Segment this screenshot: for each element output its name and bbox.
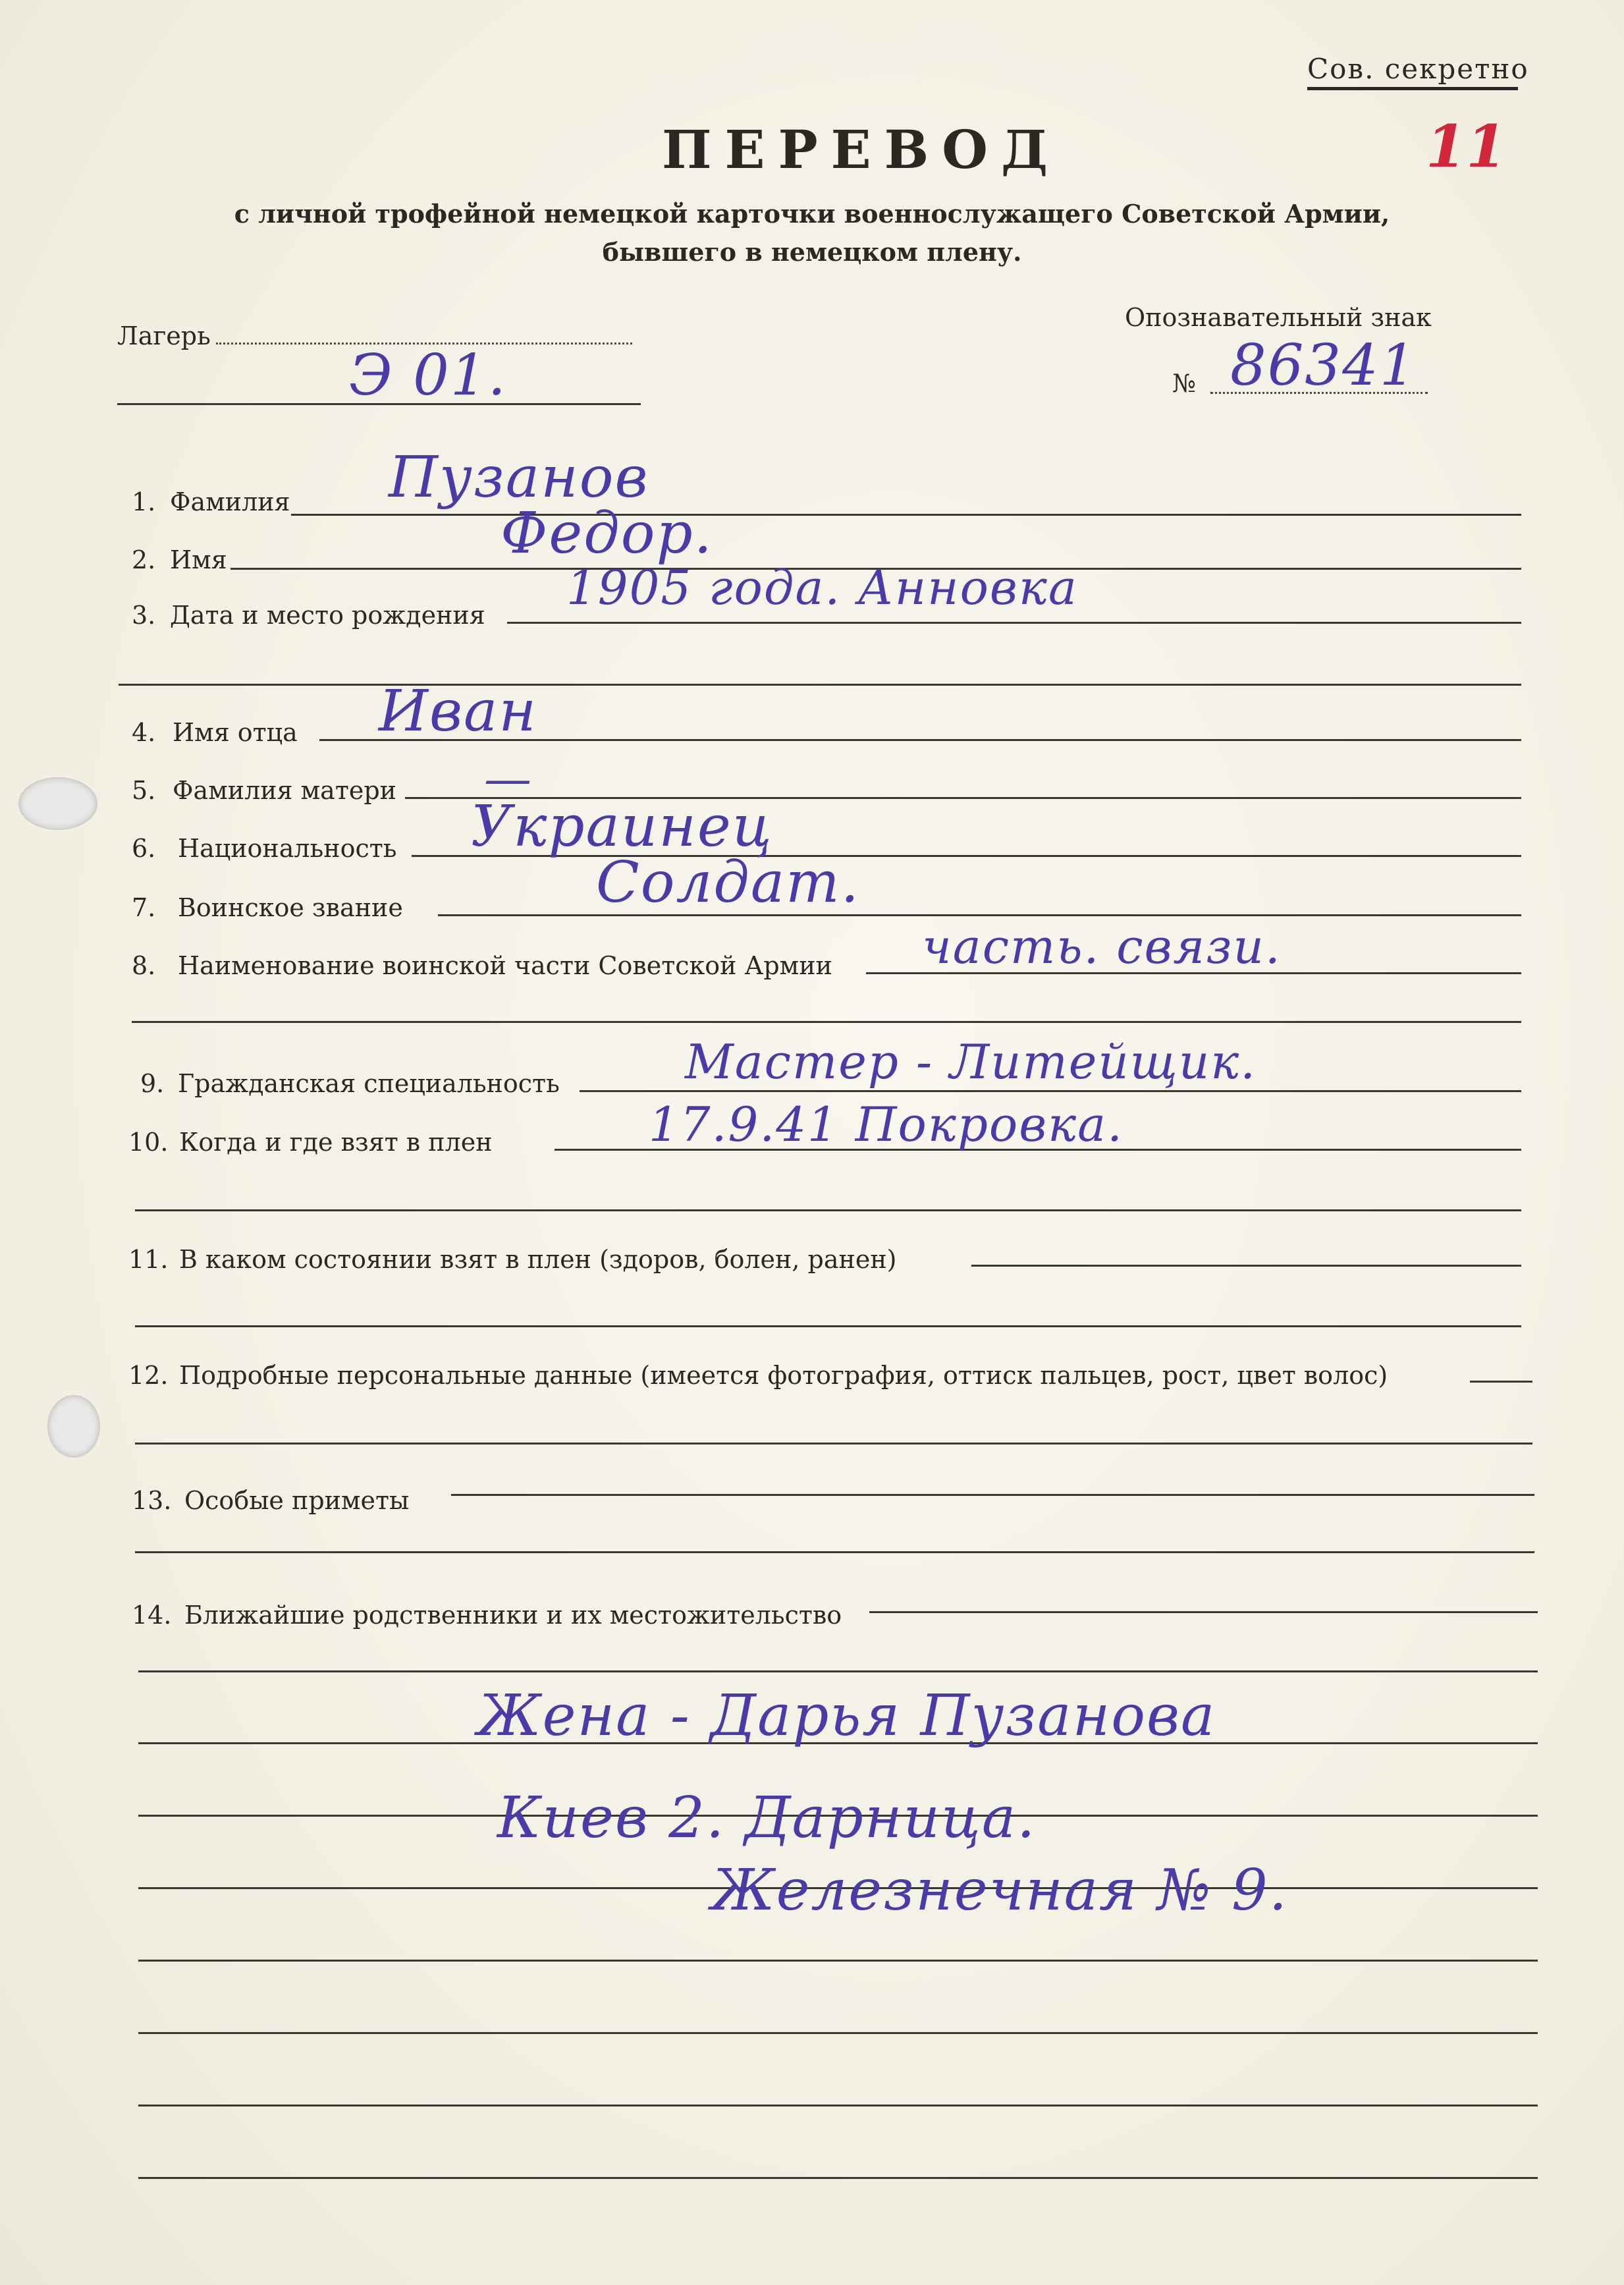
field-line-birth-extra [119, 684, 1521, 686]
field-number-7: 7. [132, 893, 156, 922]
field-number-10: 10. [128, 1128, 169, 1157]
field-label-father-name: Имя отца [173, 718, 298, 747]
field-number-3: 3. [132, 601, 156, 630]
camp-underline [117, 403, 641, 405]
field-value-father-name: Иван [379, 678, 537, 744]
field-line-birth [507, 622, 1521, 624]
field-label-surname: Фамилия [170, 487, 290, 516]
field-label-condition: В каком состоянии взят в плен (здоров, болен, ранен) [179, 1245, 897, 1274]
field-value-surname: Пузанов [389, 445, 649, 510]
document-subtitle-line1: с личной трофейной немецкой карточки военнослужащего Советской Армии, [234, 199, 1390, 229]
red-handwritten-marker: 11 [1426, 112, 1507, 180]
document-title: ПЕРЕВОД [662, 119, 1062, 180]
field-number-5: 5. [132, 776, 156, 805]
field-label-first-name: Имя [170, 545, 227, 574]
relatives-line-1 [138, 1670, 1538, 1672]
camp-value: Э 01. [349, 343, 507, 408]
field-line-relatives [869, 1611, 1538, 1613]
field-number-2: 2. [132, 545, 156, 574]
field-line-civil-profession [580, 1090, 1521, 1092]
relatives-line-5 [138, 1960, 1538, 1962]
field-value-captured: 17.9.41 Покровка. [649, 1097, 1123, 1152]
field-label-civil-profession: Гражданская специальность [178, 1069, 560, 1098]
id-tag-value: 86341 [1230, 333, 1417, 399]
document-subtitle-line2: бывшего в немецком плену. [602, 237, 1022, 267]
field-number-11: 11. [128, 1245, 169, 1274]
field-label-personal-data: Подробные персональные данные (имеется фотография, оттиск пальцев, рост, цвет волос) [179, 1361, 1388, 1390]
punch-hole-top [18, 777, 97, 830]
id-tag-number-prefix: № [1172, 369, 1196, 398]
field-line-condition [971, 1265, 1521, 1267]
field-line-personal-data-extra [135, 1443, 1532, 1445]
field-number-14: 14. [132, 1601, 172, 1630]
classification-underline [1307, 87, 1518, 90]
relatives-entry-2: Киев 2. Дарница. [497, 1785, 1037, 1851]
field-value-mother-surname: — [484, 751, 533, 806]
relatives-line-8 [138, 2177, 1538, 2179]
relatives-line-7 [138, 2105, 1538, 2106]
field-number-9: 9. [140, 1069, 165, 1098]
field-line-captured-extra [135, 1209, 1521, 1211]
field-label-special-marks: Особые приметы [184, 1486, 410, 1515]
field-number-6: 6. [132, 834, 156, 863]
field-value-nationality: Украинец [471, 794, 773, 860]
field-line-condition-extra [135, 1325, 1521, 1327]
field-number-12: 12. [128, 1361, 169, 1390]
field-value-civil-profession: Мастер - Литейщик. [685, 1034, 1257, 1089]
field-number-1: 1. [132, 487, 156, 516]
field-line-special-marks [451, 1494, 1534, 1496]
field-value-rank: Солдат. [596, 850, 860, 916]
relatives-entry-3: Железнечная № 9. [711, 1858, 1289, 1923]
field-label-birth: Дата и место рождения [170, 601, 485, 630]
id-tag-label: Опознавательный знак [1125, 303, 1432, 332]
field-number-8: 8. [132, 951, 156, 980]
field-line-surname [291, 514, 1521, 516]
field-number-4: 4. [132, 718, 156, 747]
field-value-military-unit: часть. связи. [922, 919, 1282, 974]
field-label-nationality: Национальность [178, 834, 397, 863]
camp-label: Лагерь [117, 321, 211, 350]
punch-hole-bottom [47, 1395, 100, 1458]
field-line-special-marks-extra [135, 1551, 1534, 1553]
field-label-mother-surname: Фамилия матери [173, 776, 396, 805]
field-line-military-unit-extra [132, 1021, 1521, 1023]
field-value-birth: 1905 года. Анновка [566, 560, 1078, 615]
field-number-13: 13. [132, 1486, 172, 1515]
field-line-personal-data [1470, 1381, 1532, 1383]
relatives-line-6 [138, 2032, 1538, 2034]
field-value-first-name: Федор. [501, 501, 713, 566]
field-label-relatives: Ближайшие родственники и их местожительство [184, 1601, 842, 1630]
classification-stamp: Сов. секретно [1307, 53, 1529, 85]
field-label-military-unit: Наименование воинской части Советской Армии [178, 951, 832, 980]
field-label-rank: Воинское звание [178, 893, 403, 922]
field-label-captured: Когда и где взят в плен [179, 1128, 493, 1157]
relatives-entry-1: Жена - Дарья Пузанова [477, 1683, 1216, 1749]
